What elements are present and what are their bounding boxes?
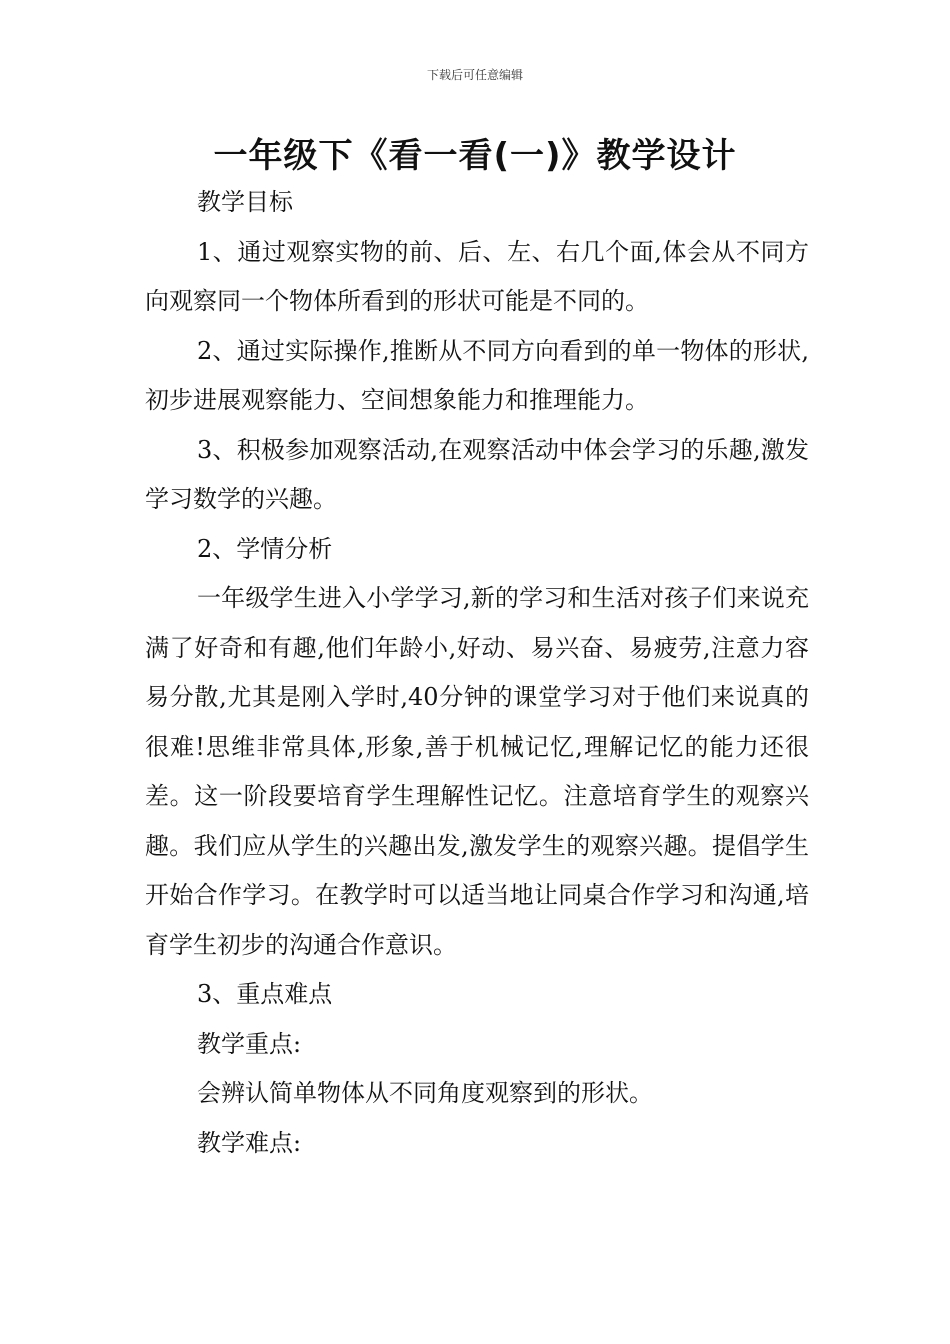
page-header-watermark: 下载后可任意编辑 [426,68,523,82]
objective-item-1: 1、通过观察实物的前、后、左、右几个面,体会从不同方向观察同一个物体所看到的形状可能是不同的。 [145,237,809,315]
section-heading-student-analysis: 2、学情分析 [197,534,333,563]
document-body [145,178,809,1168]
section-heading-objectives: 教学目标 [197,188,293,216]
teaching-focus-label: 教学重点: [197,1029,302,1058]
section-heading-key-points: 3、重点难点 [197,980,333,1008]
objective-item-3: 3、积极参加观察活动,在观察活动中体会学习的乐趣,激发学习数学的兴趣。 [145,435,809,513]
student-analysis-paragraph: 一年级学生进入小学学习,新的学习和生活对孩子们来说充满了好奇和有趣,他们年龄小,好动、易兴奋、易疲劳,注意力容易分散,尤其是刚入学时,40分钟的课堂学习对于他们来说真的很难!思维非常具体,形象,善于机械记忆,理解记忆的能力还很差。这一阶段要培育学生理解性记忆。注意培育学生的观察兴趣。我们应从学生的兴趣出发,激发学生的观察兴趣。提倡学生开始合作学习。在教学时可以适当地让同桌合作学习和沟通,培育学生初步的沟通合作意识。 [145,584,809,959]
teaching-difficulty-label: 教学难点: [197,1128,302,1157]
teaching-focus-text: 会辨认简单物体从不同角度观察到的形状。 [197,1079,653,1107]
objective-item-2: 2、通过实际操作,推断从不同方向看到的单一物体的形状,初步进展观察能力、空间想象能力和推理能力。 [145,336,809,414]
document-title: 一年级下《看一看(一)》教学设计 [213,136,737,176]
